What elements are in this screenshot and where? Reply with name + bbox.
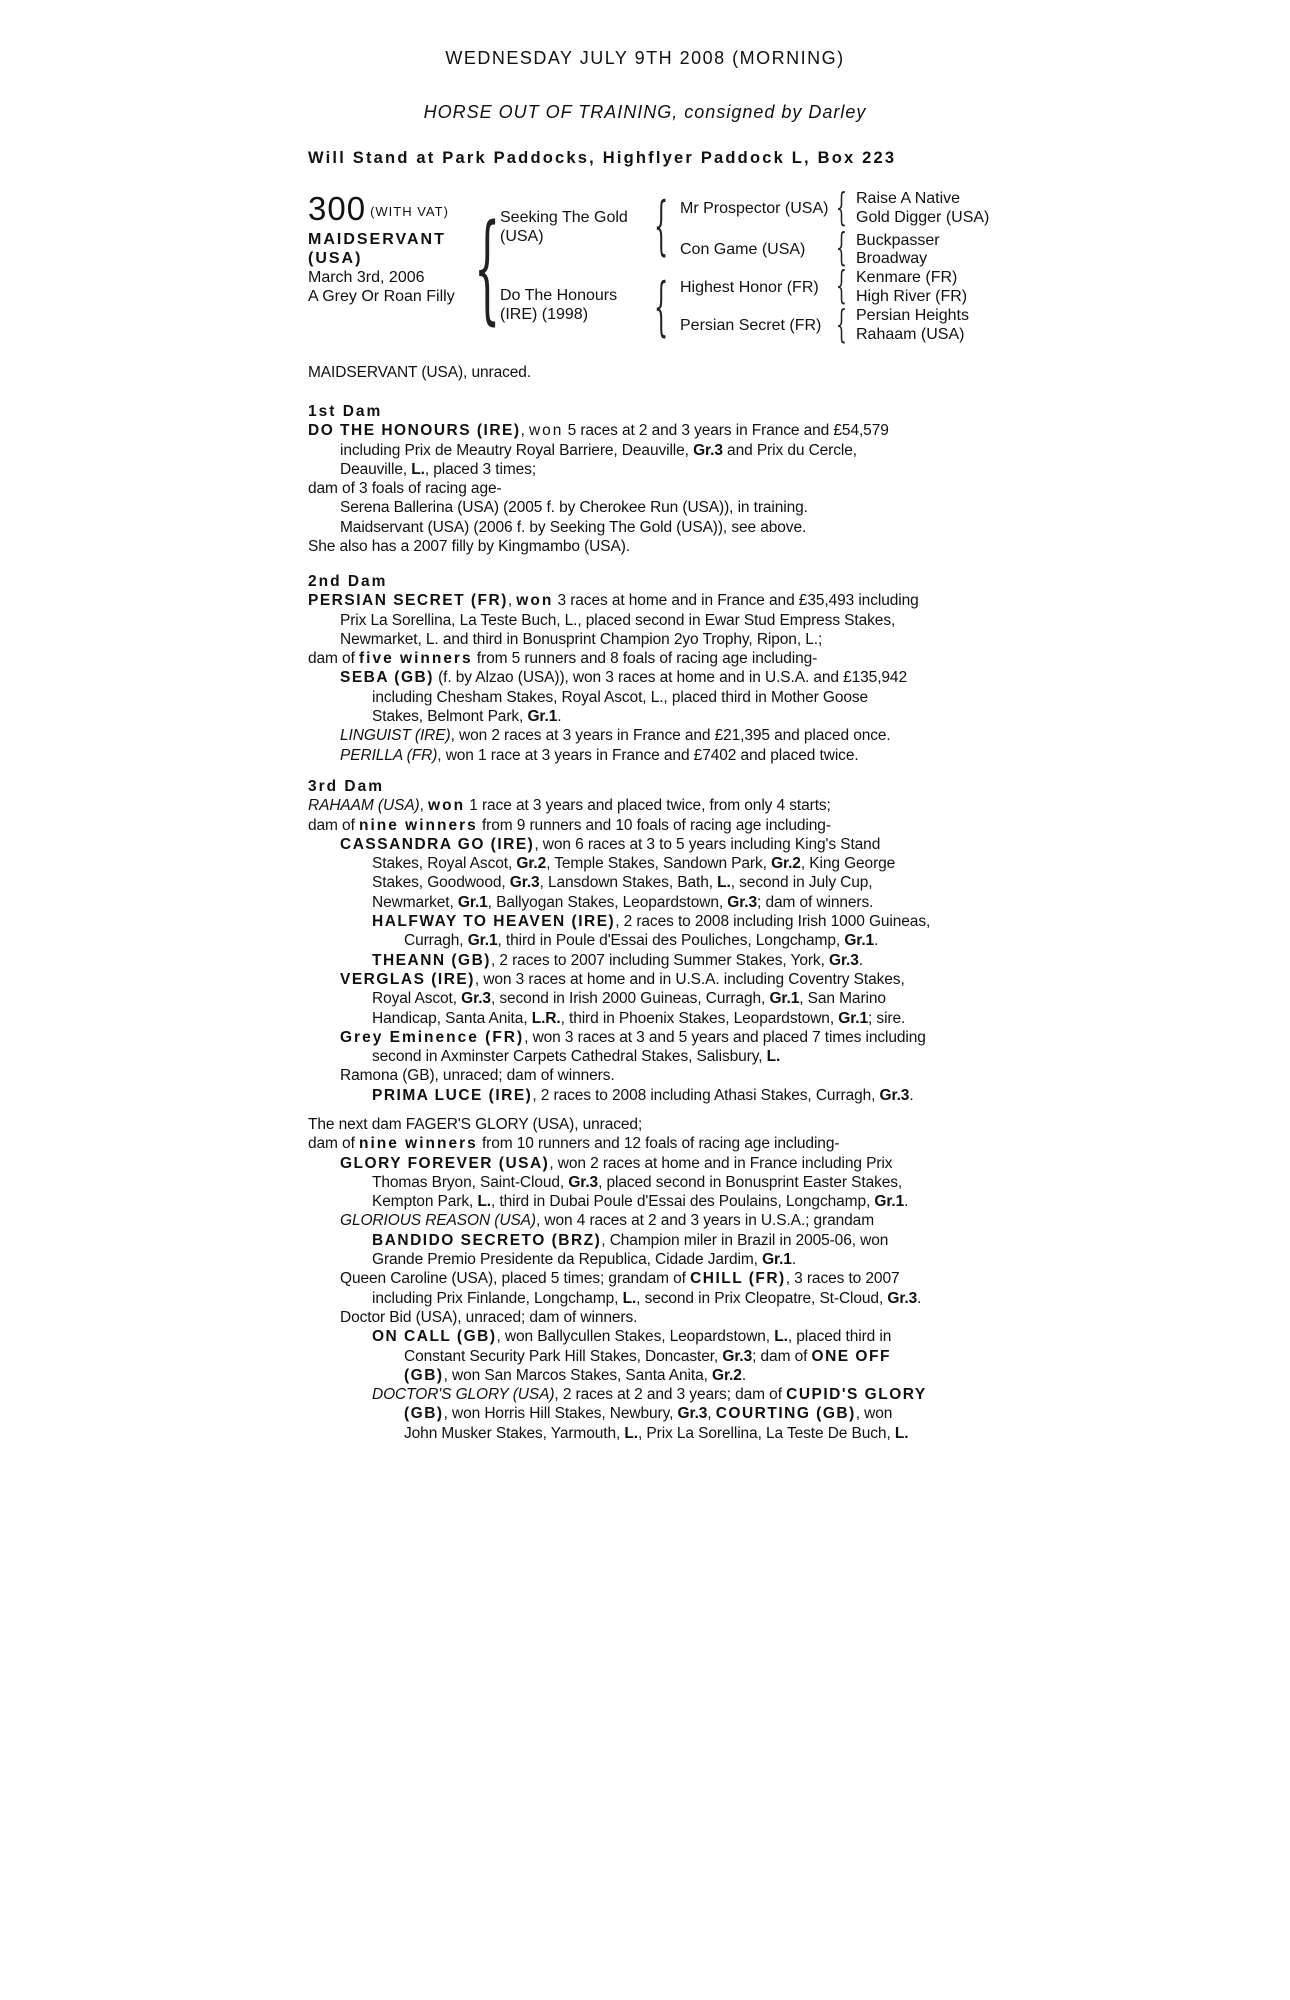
progeny-entry: Grey Eminence (FR), won 3 races at 3 and 5 years and placed 7 times including <box>340 1028 926 1046</box>
pedigree-dds: Persian Heights <box>856 307 969 324</box>
second-dam-line: Newmarket, L. and third in Bonusprint Champion 2yo Trophy, Ripon, L.; <box>340 630 823 648</box>
progeny-entry: GLORY FOREVER (USA), won 2 races at home and in France including Prix <box>340 1154 893 1172</box>
pedigree-brace: { <box>836 302 847 346</box>
progeny-entry: BANDIDO SECRETO (BRZ), Champion miler in Brazil in 2005-06, won <box>372 1231 889 1249</box>
progeny-entry: Stakes, Belmont Park, Gr.1. <box>372 708 562 726</box>
progeny-entry: (GB), won San Marcos Stakes, Santa Anita, Gr.2. <box>404 1366 747 1384</box>
pedigree-dsd: High River (FR) <box>856 288 968 305</box>
progeny-entry: Thomas Bryon, Saint-Cloud, Gr.3, placed second in Bonusprint Easter Stakes, <box>372 1173 903 1191</box>
progeny-entry: HALFWAY TO HEAVEN (IRE), 2 races to 2008 including Irish 1000 Guineas, <box>372 913 931 931</box>
progeny-entry: SEBA (GB) (f. by Alzao (USA)), won 3 races at home and in U.S.A. and £135,942 <box>340 669 907 687</box>
progeny-entry: Newmarket, Gr.1, Ballyogan Stakes, Leopardstown, Gr.3; dam of winners. <box>372 893 874 911</box>
first-dam-foals: dam of 3 foals of racing age- <box>308 480 502 498</box>
first-dam-line: DO THE HONOURS (IRE), won 5 races at 2 and 3 years in France and £54,579 <box>308 422 889 440</box>
next-dam-line: dam of nine winners from 10 runners and 12 foals of racing age including- <box>308 1135 840 1153</box>
progeny-entry: Ramona (GB), unraced; dam of winners. <box>340 1067 615 1085</box>
horse-country: (USA) <box>308 250 363 267</box>
progeny-entry: John Musker Stakes, Yarmouth, L., Prix La Sorellina, La Teste De Buch, L. <box>404 1424 909 1442</box>
progeny-entry: Doctor Bid (USA), unraced; dam of winners. <box>340 1308 638 1326</box>
progeny-entry: Kempton Park, L., third in Dubai Poule d'Essai des Poulains, Longchamp, Gr.1. <box>372 1193 909 1211</box>
progeny-entry: CASSANDRA GO (IRE), won 6 races at 3 to 5 years including King's Stand <box>340 835 881 853</box>
progeny-entry: THEANN (GB), 2 races to 2007 including Summer Stakes, York, Gr.3. <box>372 951 863 969</box>
pedigree-dam-dam: Persian Secret (FR) <box>680 317 822 334</box>
pedigree-brace: { <box>654 189 669 263</box>
first-dam-line: including Prix de Meautry Royal Barriere, Deauville, Gr.3 and Prix du Cercle, <box>340 441 857 459</box>
progeny-entry: Queen Caroline (USA), placed 5 times; grandam of CHILL (FR), 3 races to 2007 <box>340 1270 900 1288</box>
pedigree-sire-sire: Mr Prospector (USA) <box>680 200 829 217</box>
progeny-entry: Stakes, Royal Ascot, Gr.2, Temple Stakes, Sandown Park, Gr.2, King George <box>372 855 896 873</box>
second-dam-line: PERSIAN SECRET (FR), won 3 races at home and in France and £35,493 including <box>308 592 919 610</box>
horse-description: A Grey Or Roan Filly <box>308 288 455 305</box>
second-dam-line: dam of five winners from 5 runners and 8 foals of racing age including- <box>308 650 818 668</box>
lot-number: 300 <box>308 190 367 227</box>
second-dam-heading: 2nd Dam <box>308 573 388 590</box>
third-dam-heading: 3rd Dam <box>308 778 385 795</box>
second-dam-section <box>308 572 978 765</box>
progeny-entry: Maidservant (USA) (2006 f. by Seeking The Gold (USA)), see above. <box>340 518 807 536</box>
pedigree-ddd: Rahaam (USA) <box>856 326 965 343</box>
third-dam-section <box>308 777 978 1105</box>
progeny-entry: (GB), won Horris Hill Stakes, Newbury, Gr.3, COURTING (GB), won <box>404 1405 893 1423</box>
progeny-entry: LINGUIST (IRE), won 2 races at 3 years in France and £21,395 and placed once. <box>340 727 891 745</box>
progeny-entry: including Chesham Stakes, Royal Ascot, L., placed third in Mother Goose <box>372 688 869 706</box>
pedigree-brace: { <box>836 185 847 229</box>
pedigree-ssd: Gold Digger (USA) <box>856 209 990 226</box>
progeny-entry: GLORIOUS REASON (USA), won 4 races at 2 and 3 years in U.S.A.; grandam <box>340 1212 875 1230</box>
progeny-entry: PRIMA LUCE (IRE), 2 races to 2008 including Athasi Stakes, Curragh, Gr.3. <box>372 1086 914 1104</box>
next-dam-section <box>308 1115 978 1443</box>
consignment-header: HORSE OUT OF TRAINING, consigned by Darley <box>423 102 867 122</box>
intro: MAIDSERVANT (USA), unraced. <box>308 364 531 381</box>
progeny-entry: Royal Ascot, Gr.3, second in Irish 2000 Guineas, Curragh, Gr.1, San Marino <box>372 990 886 1008</box>
next-dam-line: The next dam FAGER'S GLORY (USA), unraced; <box>308 1116 643 1133</box>
first-dam-line: Deauville, L., placed 3 times; <box>340 460 537 478</box>
progeny-entry: Stakes, Goodwood, Gr.3, Lansdown Stakes, Bath, L., second in July Cup, <box>372 874 873 892</box>
progeny-entry: Constant Security Park Hill Stakes, Doncaster, Gr.3; dam of ONE OFF <box>404 1347 891 1365</box>
pedigree-dam: Do The Honours (IRE) (1998) <box>500 287 618 323</box>
stand-location: Will Stand at Park Paddocks, Highflyer Paddock L, Box 223 <box>308 149 897 167</box>
progeny-entry: DOCTOR'S GLORY (USA), 2 races at 2 and 3 years; dam of CUPID'S GLORY <box>372 1386 927 1404</box>
pedigree-sire: Seeking The Gold (USA) <box>500 209 628 245</box>
pedigree-brace: { <box>474 198 501 336</box>
first-dam-heading: 1st Dam <box>308 403 383 420</box>
pedigree-dss: Kenmare (FR) <box>856 269 958 286</box>
progeny-entry: second in Axminster Carpets Cathedral Stakes, Salisbury, L. <box>372 1048 781 1066</box>
lot-details <box>308 192 478 306</box>
progeny-entry: VERGLAS (IRE), won 3 races at home and in U.S.A. including Coventry Stakes, <box>340 970 905 988</box>
pedigree-sss: Raise A Native <box>856 190 961 207</box>
progeny-entry: including Prix Finlande, Longchamp, L., second in Prix Cleopatre, St-Cloud, Gr.3. <box>372 1289 922 1307</box>
pedigree-brace: { <box>836 263 847 307</box>
pedigree-brace: { <box>836 225 847 269</box>
pedigree-sds: Buckpasser <box>856 232 940 249</box>
progeny-entry: Grande Premio Presidente da Republica, Cidade Jardim, Gr.1. <box>372 1251 797 1269</box>
first-dam-also: She also has a 2007 filly by Kingmambo (USA). <box>308 538 631 556</box>
third-dam-line: dam of nine winners from 9 runners and 10 foals of racing age including- <box>308 816 831 834</box>
progeny-entry: Serena Ballerina (USA) (2005 f. by Cherokee Run (USA)), in training. <box>340 499 808 517</box>
progeny-entry: Handicap, Santa Anita, L.R., third in Phoenix Stakes, Leopardstown, Gr.1; sire. <box>372 1009 906 1027</box>
progeny-entry: Curragh, Gr.1, third in Poule d'Essai des Pouliches, Longchamp, Gr.1. <box>404 932 879 950</box>
pedigree-sire-dam: Con Game (USA) <box>680 241 806 258</box>
third-dam-line: RAHAAM (USA), won 1 race at 3 years and placed twice, from only 4 starts; <box>308 797 831 815</box>
sale-date-header: WEDNESDAY JULY 9TH 2008 (MORNING) <box>445 48 845 68</box>
first-dam-section <box>308 402 978 556</box>
pedigree-brace: { <box>654 270 669 344</box>
pedigree-sdd: Broadway <box>856 250 928 267</box>
lot-vat: (WITH VAT) <box>370 204 449 219</box>
horse-name: MAIDSERVANT <box>308 231 446 248</box>
progeny-entry: ON CALL (GB), won Ballycullen Stakes, Leopardstown, L., placed third in <box>372 1328 892 1346</box>
horse-birth-date: March 3rd, 2006 <box>308 269 425 286</box>
pedigree-dam-sire: Highest Honor (FR) <box>680 279 819 296</box>
second-dam-line: Prix La Sorellina, La Teste Buch, L., placed second in Ewar Stud Empress Stakes, <box>340 611 896 629</box>
progeny-entry: PERILLA (FR), won 1 race at 3 years in France and £7402 and placed twice. <box>340 746 859 764</box>
